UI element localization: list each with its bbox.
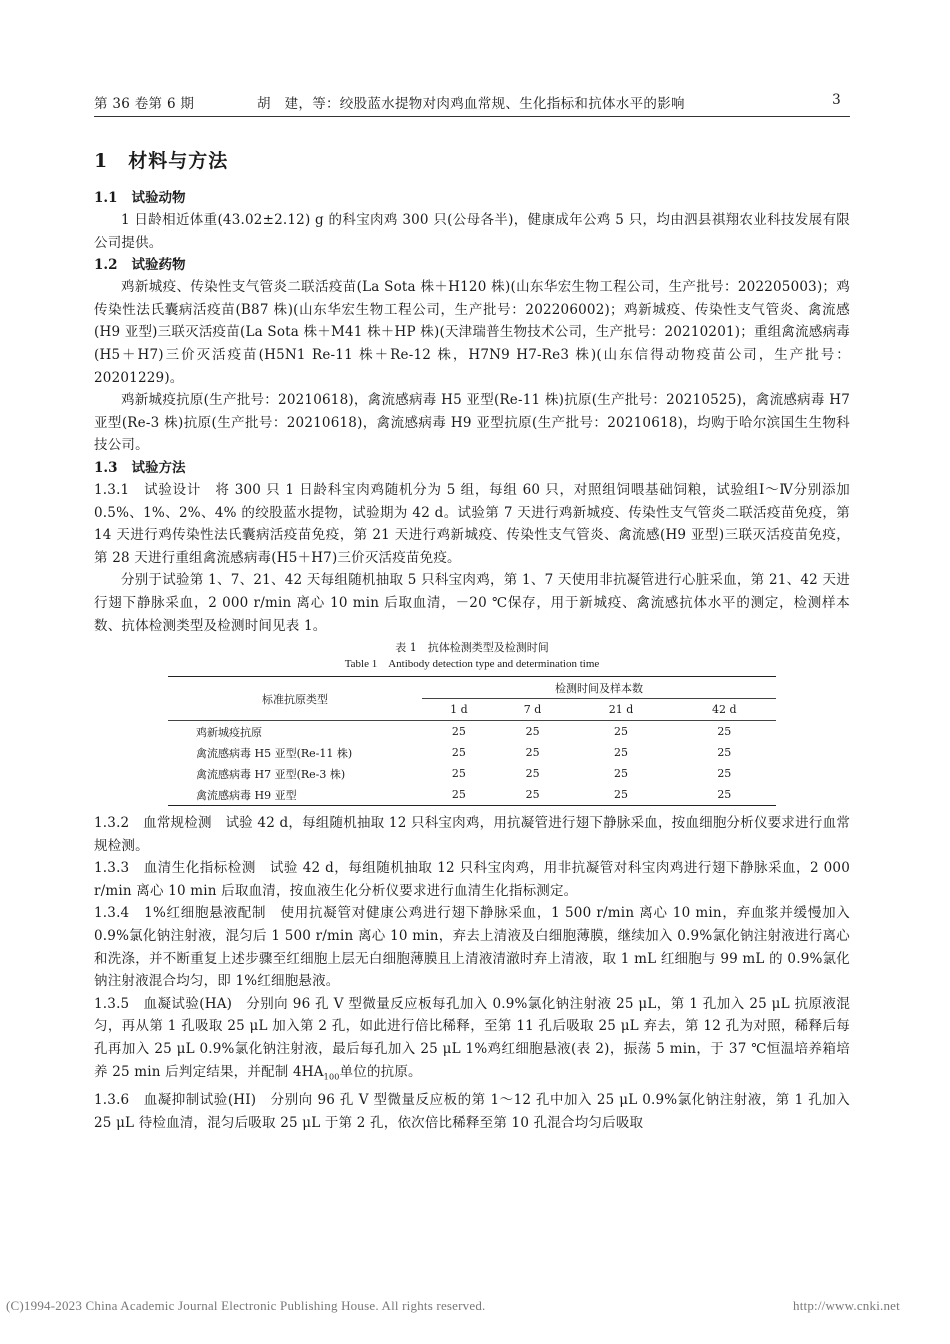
cell: 25 — [525, 746, 540, 760]
col-head-time: 7 d — [496, 699, 570, 721]
run-in-number: 1.3.2 — [94, 815, 130, 832]
subsection-title: 试验药物 — [131, 257, 186, 274]
run-in-title: 血凝试验(HA) — [143, 995, 233, 1012]
cell: 25 — [614, 767, 629, 781]
table-row — [168, 763, 776, 784]
cell: 25 — [451, 746, 466, 760]
cell: 25 — [525, 767, 540, 781]
table-row — [168, 784, 776, 806]
row-label: 禽流感病毒 H7 亚型(Re-3 株) — [196, 767, 346, 781]
paragraph-1-3-4 — [94, 902, 850, 992]
cell: 25 — [717, 767, 732, 781]
section-number: 1 — [94, 150, 109, 172]
subscript: 100 — [323, 1072, 340, 1082]
paragraph-text: 使用抗凝管对健康公鸡进行翅下静脉采血，1 500 r/min 离心 10 min，弃血浆并缓慢加入 0.9%氯化钠注射液，混匀后 1 500 r/min 离心 10 min，弃去上清液及白细胞薄膜，继续加入 0.9%氯化钠注射液进行离心和洗涤，并不断重复上述步骤至红细胞上层无白细胞薄膜且上清液清澈时弃上清液，取 1 mL 红细胞与 99 mL 的 0.9%氯化钠注射液混合均匀，即 1%红细胞悬液。 — [94, 905, 851, 990]
subsection-heading-1-1 — [94, 187, 850, 209]
paragraph: 分别于试验第 1、7、21、42 天每组随机抽取 5 只科宝肉鸡，第 1、7 天使用非抗凝管进行心脏采血，第 21、42 天进行翅下静脉采血，2 000 r/min 离心 10 min 后取血清，－20 ℃保存，用于新城疫、禽流感抗体水平的测定，检测样本数、抗体检测类型及检测时间见表 1。 — [94, 572, 850, 634]
subsection-title: 试验动物 — [131, 190, 186, 206]
paragraph: 鸡新城疫、传染性支气管炎二联活疫苗(La Sota 株＋H120 株)(山东华宏生物工程公司，生产批号：202205003)；鸡传染性法氏囊病活疫苗(B87 株)(山东华宏生物工程公司，生产批号：202206002)；鸡新城疫、传染性支气管炎、禽流感(H9 亚型)三联灭活疫苗(La Sota 株＋M41 株＋HP 株)(天津瑞普生物技术公司，生产批号：20210201)；重组禽流感病毒(H5＋H7)三价灭活疫苗(H5N1 Re-11 株＋Re-12 株，H7N9 H7-Re3 株)(山东信得动物疫苗公司，生产批号：20201229)。 — [94, 279, 850, 386]
page-number: 3 — [832, 92, 841, 108]
subsection-number: 1.3 — [94, 459, 118, 476]
run-in-number: 1.3.5 — [94, 995, 130, 1012]
run-in-title: 血清生化指标检测 — [143, 860, 256, 877]
table-caption-cn: 表 1 抗体检测类型及检测时间 — [395, 641, 549, 655]
col-head-time: 42 d — [673, 699, 776, 721]
row-label: 禽流感病毒 H5 亚型(Re-11 株) — [196, 746, 353, 760]
paragraph-1-3-1 — [94, 479, 850, 569]
paragraph: 1 日龄相近体重(43.02±2.12) g 的科宝肉鸡 300 只(公母各半)，健康成年公鸡 5 只，均由泗县祺翔农业科技发展有限公司提供。 — [94, 212, 850, 251]
table-row — [168, 742, 776, 763]
row-label: 鸡新城疫抗原 — [196, 725, 262, 739]
paragraph-text: 将 300 只 1 日龄科宝肉鸡随机分为 5 组，每组 60 只，对照组饲喂基础饲粮，试验组Ⅰ～Ⅳ分别添加 0.5%、1%、2%、4% 的绞股蓝水提物，试验期为 42 d。试验第 7 天进行鸡新城疫、传染性支气管炎二联活疫苗免疫，第 14 天进行鸡传染性法氏囊病活疫苗免疫，第 21 天进行鸡新城疫、传染性支气管炎、禽流感(H9 亚型)三联灭活疫苗免疫，第 28 天进行重组禽流感病毒(H5＋H7)三价灭活疫苗免疫。 — [94, 481, 850, 566]
section-title: 材料与方法 — [128, 150, 229, 172]
cell: 25 — [717, 725, 732, 739]
paragraph-text: 试验 42 d，每组随机抽取 12 只科宝肉鸡，用抗凝管进行翅下静脉采血，按血细胞分析仪要求进行血常规检测。 — [94, 815, 851, 854]
paragraph-1-3-6 — [94, 1089, 850, 1134]
subsection-heading-1-3 — [94, 457, 850, 479]
cnki-footer — [6, 1298, 900, 1314]
header-rule — [94, 116, 850, 117]
subsection-title: 试验方法 — [131, 459, 186, 476]
col-head-antigen: 标准抗原类型 — [168, 677, 422, 721]
paragraph-1-3-3 — [94, 857, 850, 902]
paragraph-text: 单位的抗原。 — [339, 1063, 422, 1080]
running-title: 胡 建，等：绞股蓝水提物对肉鸡血常规、生化指标和抗体水平的影响 — [257, 96, 685, 112]
run-in-title: 试验设计 — [144, 481, 202, 498]
paragraph-1-3-5 — [94, 993, 850, 1089]
cell: 25 — [451, 767, 466, 781]
table-row — [168, 721, 776, 743]
cell: 25 — [422, 784, 496, 806]
col-head-time: 21 d — [569, 699, 672, 721]
cell: 25 — [451, 725, 466, 739]
section-heading — [94, 146, 850, 173]
paragraph-text: 试验 42 d，每组随机抽取 12 只科宝肉鸡，用非抗凝管对科宝肉鸡进行翅下静脉采血，2 000 r/min 离心 10 min 后取血清，按血液生化分析仪要求进行血清生化指标测定。 — [94, 860, 851, 899]
subsection-heading-1-2 — [94, 254, 850, 276]
row-label: 禽流感病毒 H9 亚型 — [168, 784, 422, 806]
cell: 25 — [569, 784, 672, 806]
cell: 25 — [614, 725, 629, 739]
cell: 25 — [673, 784, 776, 806]
run-in-number: 1.3.3 — [94, 860, 130, 877]
run-in-title: 1%红细胞悬液配制 — [144, 905, 267, 922]
col-head-group: 检测时间及样本数 — [422, 677, 776, 699]
paragraph-text: 分别向 96 孔 V 型微量反应板的第 1～12 孔中加入 25 μL 0.9%氯化钠注射液，第 1 孔加入 25 μL 待检血清，混匀后吸取 25 μL 于第 2 孔，依次倍比稀释至第 10 孔混合均匀后吸取 — [94, 1091, 850, 1131]
run-in-number: 1.3.4 — [94, 905, 130, 922]
cell: 25 — [496, 784, 570, 806]
table-caption-en: Table 1 Antibody detection type and determination time — [344, 658, 600, 671]
copyright-text: (C)1994-2023 China Academic Journal Electronic Publishing House. All rights reserved. — [6, 1298, 486, 1313]
journal-volume: 第 36 卷第 6 期 — [94, 96, 195, 112]
cell: 25 — [525, 725, 540, 739]
subsection-number: 1.2 — [94, 257, 118, 274]
run-in-number: 1.3.1 — [94, 481, 130, 498]
cell: 25 — [717, 746, 732, 760]
antibody-table — [168, 676, 776, 806]
col-head-time: 1 d — [422, 699, 496, 721]
run-in-title: 血凝抑制试验(HI) — [143, 1091, 257, 1108]
cell: 25 — [614, 746, 629, 760]
paragraph-1-3-2 — [94, 812, 850, 857]
cnki-link[interactable]: http://www.cnki.net — [793, 1298, 900, 1313]
run-in-title: 血常规检测 — [143, 815, 212, 832]
paragraph-text: 分别向 96 孔 V 型微量反应板每孔加入 0.9%氯化钠注射液 25 μL，第 1 孔加入 25 μL 抗原液混匀，再从第 1 孔吸取 25 μL 加入第 2 孔，如此进行倍比稀释，至第 11 孔后吸取 25 μL 弃去，第 12 孔为对照，稀释后每孔再加入 25 μL 0.9%氯化钠注射液，最后每孔加入 25 μL 1%鸡红细胞悬液(表 2)，振荡 5 min，于 37 ℃恒温培养箱培养 25 min 后判定结果，并配制 4HA — [94, 995, 851, 1080]
run-in-number: 1.3.6 — [94, 1091, 130, 1108]
paragraph: 鸡新城疫抗原(生产批号：20210618)，禽流感病毒 H5 亚型(Re-11 株)抗原(生产批号：20210525)，禽流感病毒 H7 亚型(Re-3 株)抗原(生产批号：20210618)，禽流感病毒 H9 亚型抗原(生产批号：20210618)，均购于哈尔滨国生生物科技公司。 — [94, 392, 850, 454]
subsection-number: 1.1 — [94, 190, 118, 206]
article-body — [94, 140, 850, 1134]
